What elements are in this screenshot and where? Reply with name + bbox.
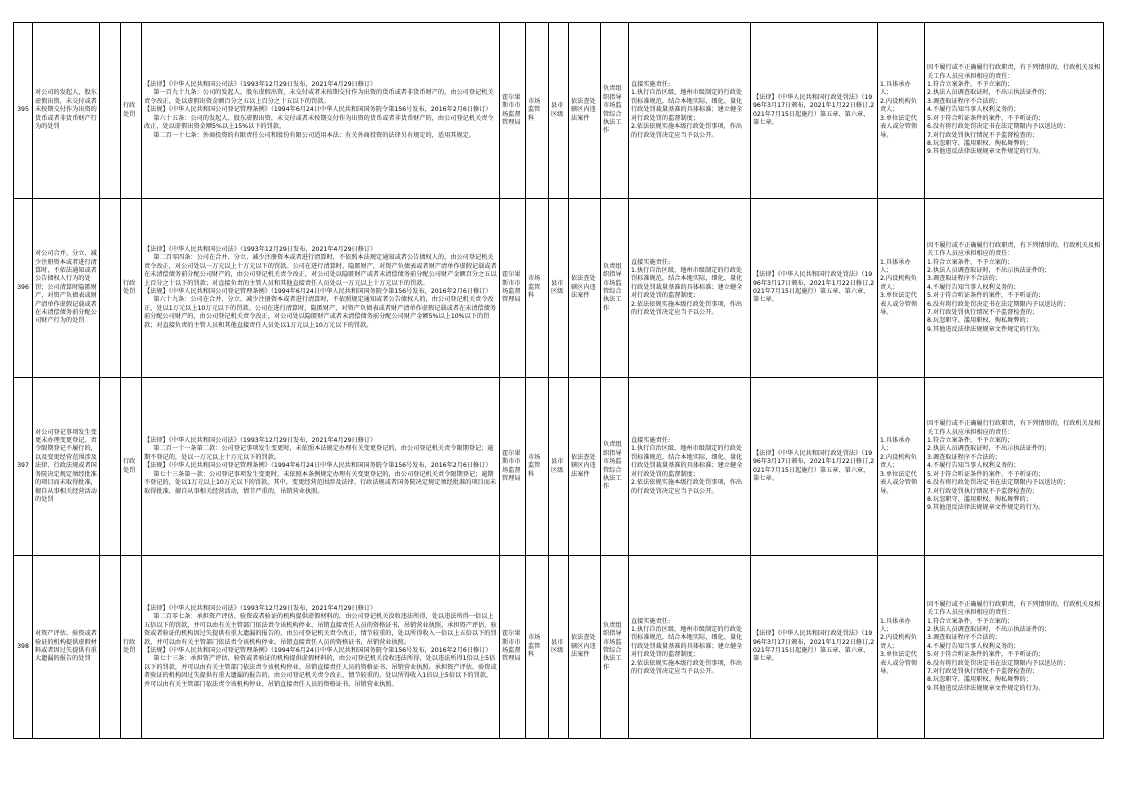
responsible-persons-line: 2.内设机构负责人； [880, 634, 917, 650]
item-type: 行政处罚 [121, 556, 142, 739]
accountability-cases-line: 4.不履行告知当事人权利义务的； [927, 283, 1020, 291]
accountability-cases-line: 因不履行或不正确履行行政职责，有下列情形的，行政机关及相关工作人员应承担相应的责任： [927, 241, 1101, 258]
accountability-cases-line: 4.不履行告知当事人权利义务的； [927, 642, 1020, 650]
accountability-cases-line: 2.执法人员调查取证时，不出示执法证件的； [927, 445, 1051, 453]
accountability-law: 【法律】《中华人民共和国行政处罚法》（1996年3月17日颁布，2021年1月22日修订,2021年7月15日起施行）第五章、第六章、第七章。 [751, 556, 878, 739]
duty-subject: 负责组织指导市场监管综合执法工作 [601, 378, 629, 556]
responsible-persons-line: 1.具体承办人； [880, 258, 911, 274]
accountability-cases-line: 8.玩忽职守、滥用职权、徇私舞弊的； [927, 139, 1032, 147]
legal-basis-line: 第六十九条：公司在合并、分立、减少注册资本或者进行清算时，不依照规定通知或者公告债权人的，由公司登记机关责令改正，处以1万元以上10万元以下的罚款。公司在进行清算时，隐匿财产，对资产负债表或者财产清单作虚假记载或者在未清偿债务前分配公司财产的，由公司登记机关责令改正，对公司处以隐匿财产或者未清偿债务前分配公司财产金额5%以上10%以下的罚款；对直接负责的主管人员和其他直接责任人员处以1万元以上10万元以下的罚款。 [144, 296, 497, 329]
responsible-persons [878, 23, 925, 199]
scope: 依法查处辖区内违法案件 [569, 378, 601, 556]
accountability-cases-line: 8.玩忽职守、滥用职权、徇私舞弊的； [927, 676, 1032, 684]
accountability-cases-line: 4.不履行告知当事人权利义务的； [927, 106, 1020, 114]
responsible-persons-line: 3.单位法定代表人或分管领导。 [880, 470, 918, 495]
responsible-persons-line: 2.内设机构负责人； [880, 97, 917, 114]
accountability-cases-line: 5.对于符合听证条件的案件，不予听证的； [927, 114, 1045, 122]
responsibility-line: 2.依法依规实施本级行政处罚事项，作出的行政处罚决定应当予以公开。 [631, 659, 743, 676]
empty-cell [100, 556, 121, 739]
accountability-cases-line: 9.其他违反法律法规规章文件规定的行为。 [927, 504, 1045, 512]
legal-basis-line: 【法规】《中华人民共和国公司登记管理条例》（1994年6月24日中华人民共和国国务院令第156号发布，2016年2月6日修订） [144, 106, 492, 114]
accountability-cases [925, 23, 1104, 199]
accountability-law: 【法律】《中华人民共和国行政处罚法》（1996年3月17日颁布，2021年1月22日修订,2021年7月15日起施行）第五章、第六章、第七章。 [751, 23, 878, 199]
accountability-cases-line: 5.对于符合听证条件的案件，不予听证的； [927, 651, 1045, 659]
responsibility-line: 1.执行自治区级、地州市级制定的行政处罚标准规范，结合本地实际，细化、量化行政处罚裁量基准的具体标准；建立健全对行政处罚的监督制度； [631, 89, 743, 122]
responsibility [629, 23, 751, 199]
responsible-persons-line: 1.具体承办人； [880, 437, 911, 453]
accountability-cases-line: 1.符合立案条件，不予立案的； [927, 81, 1014, 89]
responsibility-line: 2.依法依规实施本级行政处罚事项，作出的行政处罚决定应当予以公开。 [631, 479, 743, 495]
legal-basis-line: 【法规】《中华人民共和国公司登记管理条例》（1994年6月24日中华人民共和国国务院令第156号发布，2016年2月6日修订） [144, 647, 492, 654]
table-row [14, 556, 1104, 739]
accountability-cases-line: 因不履行或不正确履行行政职责，有下列情形的，行政机关及相关工作人员应承担相应的责任： [927, 600, 1101, 617]
legal-basis [142, 556, 500, 739]
legal-basis [142, 378, 500, 556]
legal-basis-line: 第七十三条第一款：公司登记事项发生变更时，未依照本条例规定办理有关变更登记的，由公司登记机关责令限期登记；逾期不登记的，处以1万元以上10万元以下的罚款。其中，变更经营范围涉及法律、行政法规或者国务院决定规定须经批准的项目而未取得批准，擅自从事相关经营活动，情节严重的，吊销营业执照。 [144, 470, 497, 495]
accountability-cases-line: 5.对于符合听证条件的案件，不予听证的； [927, 292, 1045, 300]
item-name: 对资产评估、验资或者验证的机构提供虚假材料或者因过失提供有重大遗漏的报告的处罚 [33, 556, 100, 739]
legal-basis-line: 【法规】《中华人民共和国公司登记管理条例》（1994年6月24日中华人民共和国国务院令第156号发布，2016年2月6日修订） [144, 462, 492, 470]
accountability-cases-line: 1.符合立案条件，不予立案的； [927, 617, 1014, 625]
accountability-cases-line: 6.没有将行政处罚决定书在法定期限内予以送达的； [927, 123, 1070, 131]
accountability-cases-line: 5.对于符合听证条件的案件，不予听证的； [927, 470, 1045, 478]
accountability-cases-line: 7.对行政处罚执行情况不予监督检查的； [927, 131, 1039, 139]
responsibility-line: 2.依法依规实施本级行政处罚事项，作出的行政处罚决定应当予以公开。 [631, 300, 743, 317]
legal-basis-line: 【法律】《中华人民共和国公司法》（1993年12月29日发布，2021年4月29日修订） [144, 604, 377, 612]
legal-basis [142, 23, 500, 199]
accountability-cases-line: 2.执法人员调查取证时，不出示执法证件的； [927, 625, 1051, 633]
responsible-persons-line: 3.单位法定代表人或分管领导。 [880, 114, 918, 139]
implementing-dept: 霍尔果斯市市场监督管理局 [500, 199, 526, 378]
accountability-cases-line: 6.没有将行政处罚决定书在法定期限内予以送达的； [927, 659, 1070, 667]
implementing-dept: 霍尔果斯市市场监督管理局 [500, 23, 526, 199]
responsibility [629, 199, 751, 378]
accountability-cases-line: 因不履行或不正确履行行政职责，有下列情形的，行政机关及相关工作人员应承担相应的责任： [927, 420, 1101, 436]
accountability-cases-line: 3.调查取证程序不合法的； [927, 453, 1001, 461]
responsible-persons-line: 3.单位法定代表人或分管领导。 [880, 292, 918, 317]
item-name: 对公司合并、分立、减少注册资本或者进行清算时，不依法通知或者公告债权人行为的处罚；公司清算时隐匿财产，对资产负债表或财产清单作虚假记载或者在未清偿债务前分配公司财产行为的处罚 [33, 199, 100, 378]
accountability-cases-line: 7.对行政处罚执行情况不予监督检查的； [927, 487, 1039, 495]
legal-basis-line: 第二百一十一条第二款：公司登记事项发生变更时，未依照本法规定办理有关变更登记的，由公司登记机关责令限期登记；逾期不登记的，处以一万元以上十万元以下的罚款。 [144, 445, 494, 461]
item-type: 行政处罚 [121, 23, 142, 199]
accountability-cases-line: 1.符合立案条件，不予立案的； [927, 437, 1014, 445]
responsible-persons [878, 556, 925, 739]
table-row [14, 23, 1104, 199]
empty-cell [100, 378, 121, 556]
responsibility-line: 直接实施责任: [631, 258, 671, 266]
item-number: 398 [14, 556, 33, 739]
responsible-persons [878, 378, 925, 556]
responsibility-line: 直接实施责任: [631, 617, 671, 625]
item-number: 396 [14, 199, 33, 378]
responsible-persons [878, 199, 925, 378]
duty-subject: 负责组织指导市场监管综合执法工作 [601, 199, 629, 378]
responsibility-line: 1.执行自治区级、地州市级制定的行政处罚标准规范，结合本地实际，细化、量化行政处罚裁量基准的具体标准；建立健全对行政处罚的监督制度； [631, 266, 743, 300]
legal-basis-line: 第六十五条：公司的发起人、股东虚假出资，未交付或者未按期交付作为出资的货币或者非货币财产的，由公司登记机关责令改正，处以虚假出资金额5%以上15%以下的罚款。 [144, 114, 494, 131]
legal-basis-line: 第七十三条：承担资产评估、验资或者验证的机构提供虚假材料的，由公司登记机关没收违法所得，处以违法所得1倍以上5倍以下的罚款，并可以由有关主管部门依法责令该机构停业、吊销直接责任人员的资格证书，吊销营业执照。承担资产评估、验资或者验证的机构因过失提供有重大遗漏的报告的，由公司登记机关责令改正，情节较重的，处以所得收入1倍以上5倍以下的罚款，并可以由有关主管部门依法责令该机构停业、吊销直接责任人员的资格证书，吊销营业执照。 [144, 655, 497, 688]
responsible-office: 市场监管科 [526, 23, 549, 199]
item-type: 行政处罚 [121, 199, 142, 378]
responsibility-line: 1.执行自治区级、地州市级制定的行政处罚标准规范，结合本地实际，细化、量化行政处罚裁量基准的具体标准；建立健全对行政处罚的监督制度； [631, 445, 743, 478]
responsible-office: 市场监管科 [526, 378, 549, 556]
legal-basis-line: 第二百零七条：承担资产评估、验资或者验证的机构提供虚假材料的，由公司登记机关没收违法所得，处以违法所得一倍以上五倍以下的罚款，并可以由有关主管部门依法责令该机构停业、吊销直接责任人员的资格证书，吊销营业执照。承担资产评估、验资或者验证的机构因过失提供有重大遗漏的报告的，由公司登记机关责令改正，情节较重的，处以所得收入一倍以上五倍以下的罚款，并可以由有关主管部门依法责令该机构停业、吊销直接责任人员的资格证书，吊销营业执照。 [144, 613, 497, 646]
responsibility [629, 378, 751, 556]
responsibility-line: 2.依法依规实施本级行政处罚事项，作出的行政处罚决定应当予以公开。 [631, 123, 743, 139]
accountability-law: 【法律】《中华人民共和国行政处罚法》（1996年3月17日颁布，2021年1月22日修订,2021年7月15日起施行）第五章、第六章、第七章。 [751, 378, 878, 556]
empty-cell [100, 199, 121, 378]
admin-level: 县市区级 [549, 378, 569, 556]
accountability-cases-line: 9.其他违反法律法规规章文件规定的行为。 [927, 325, 1045, 333]
responsible-persons-line: 1.具体承办人； [880, 617, 911, 633]
legal-basis-line: 【法律】《中华人民共和国公司法》（1993年12月29日发布，2021年4月29日修订） [144, 437, 377, 445]
legal-basis-line: 【法律】《中华人民共和国公司法》（1993年12月29日发布，2021年4月29日修订） [144, 245, 377, 253]
legal-basis-line: 第二百一十七条：外商投资的有限责任公司和股份有限公司适用本法；有关外商投资的法律另有规定的，适用其规定。 [153, 131, 476, 139]
accountability-cases-line: 7.对行政处罚执行情况不予监督检查的； [927, 309, 1039, 317]
accountability-cases-line: 9.其他违反法律法规规章文件规定的行为。 [927, 684, 1045, 692]
table-row [14, 199, 1104, 378]
responsibility-line: 直接实施责任: [631, 437, 671, 445]
item-type: 行政处罚 [121, 378, 142, 556]
accountability-cases-line: 2.执法人员调查取证时，不出示执法证件的； [927, 266, 1051, 274]
accountability-cases-line: 因不履行或不正确履行行政职责，有下列情形的，行政机关及相关工作人员应承担相应的责任： [927, 64, 1101, 80]
responsibility [629, 556, 751, 739]
responsibility-line: 1.执行自治区级、地州市级制定的行政处罚标准规范，结合本地实际，细化、量化行政处罚裁量基准的具体标准；建立健全对行政处罚的监督制度； [631, 625, 743, 659]
admin-level: 县市区级 [549, 556, 569, 739]
accountability-cases-line: 6.没有将行政处罚决定书在法定期限内予以送达的； [927, 479, 1070, 487]
table-body [14, 23, 1104, 739]
legal-basis-line: 【法律】《中华人民共和国公司法》（1993年12月29日发布，2021年4月29日修订） [144, 81, 377, 89]
responsible-persons-line: 2.内设机构负责人； [880, 275, 917, 291]
accountability-cases-line: 2.执法人员调查取证时，不出示执法证件的； [927, 89, 1051, 97]
legal-basis-line: 第一百九十九条：公司的发起人、股东虚假出资，未交付或者未按期交付作为出资的货币或者非货币财产的，由公司登记机关责令改正，处以虚假出资金额百分之五以上百分之十五以下的罚款。 [144, 89, 494, 105]
legal-basis-line: 【法规】《中华人民共和国公司登记管理条例》（1994年6月24日中华人民共和国国务院令第156号发布，2016年2月6日修订） [144, 288, 492, 295]
legal-basis-line: 第二百零四条：公司在合并、分立、减少注册资本或者进行清算时，不依照本法规定通知或者公告债权人的，由公司登记机关责令改正，对公司处以一万元以上十万元以下的罚款。公司在进行清算时，隐匿财产，对资产负债表或者财产清单作虚假记载或者在未清偿债务前分配公司财产的，由公司登记机关责令改正，对公司处以隐匿财产或者未清偿债务前分配公司财产金额百分之五以上百分之十以下的罚款；对直接负责的主管人员和其他直接责任人员处以一万元以上十万元以下的罚款。 [144, 254, 497, 287]
accountability-cases [925, 378, 1104, 556]
responsible-persons-line: 1.具体承办人； [880, 81, 911, 97]
accountability-cases [925, 556, 1104, 739]
responsible-office: 市场监管科 [526, 199, 549, 378]
implementing-dept: 霍尔果斯市市场监督管理局 [500, 556, 526, 739]
admin-level: 县市区级 [549, 199, 569, 378]
duty-subject: 负责组织指导市场监管综合执法工作 [601, 23, 629, 199]
accountability-cases-line: 3.调查取证程序不合法的； [927, 275, 1001, 283]
accountability-cases-line: 9.其他违反法律法规规章文件规定的行为。 [927, 148, 1045, 156]
empty-cell [100, 23, 121, 199]
accountability-cases [925, 199, 1104, 378]
legal-basis [142, 199, 500, 378]
scope: 依法查处辖区内违法案件 [569, 556, 601, 739]
responsible-office: 市场监管科 [526, 556, 549, 739]
item-number: 395 [14, 23, 33, 199]
accountability-cases-line: 8.玩忽职守、滥用职权、徇私舞弊的； [927, 317, 1032, 325]
duty-list-table [13, 22, 1104, 739]
implementing-dept: 霍尔果斯市市场监督管理局 [500, 378, 526, 556]
accountability-cases-line: 8.玩忽职守、滥用职权、徇私舞弊的； [927, 495, 1032, 503]
accountability-cases-line: 3.调查取证程序不合法的； [927, 634, 1001, 642]
admin-level: 县市区级 [549, 23, 569, 199]
responsible-persons-line: 2.内设机构负责人； [880, 453, 917, 470]
accountability-law: 【法律】《中华人民共和国行政处罚法》（1996年3月17日颁布，2021年1月22日修订,2021年7月15日起施行）第五章、第六章、第七章。 [751, 199, 878, 378]
item-number: 397 [14, 378, 33, 556]
table-row [14, 378, 1104, 556]
responsibility-line: 直接实施责任: [631, 81, 671, 89]
responsible-persons-line: 3.单位法定代表人或分管领导。 [880, 651, 918, 676]
scope: 依法查处辖区内违法案件 [569, 199, 601, 378]
accountability-cases-line: 7.对行政处罚执行情况不予监督检查的； [927, 668, 1039, 676]
accountability-cases-line: 4.不履行告知当事人权利义务的； [927, 462, 1020, 470]
duty-subject: 负责组织指导市场监管综合执法工作 [601, 556, 629, 739]
item-name: 对公司的发起人、股东虚假出资，未交付或者未按期交付作为出资的货币或者非货币财产行为的处罚 [33, 23, 100, 199]
accountability-cases-line: 1.符合立案条件，不予立案的； [927, 258, 1014, 266]
accountability-cases-line: 3.调查取证程序不合法的； [927, 97, 1001, 105]
accountability-cases-line: 6.没有将行政处罚决定书在法定期限内予以送达的； [927, 300, 1070, 308]
scope: 依法查处辖区内违法案件 [569, 23, 601, 199]
item-name: 对公司登记事项发生变更未办理变更登记、责令限期登记不履行的，以及变更经营范围涉及法律、行政法规或者国务院决定规定须经批准的项目而未取得批准，擅自从事相关经营活动的处罚 [33, 378, 100, 556]
